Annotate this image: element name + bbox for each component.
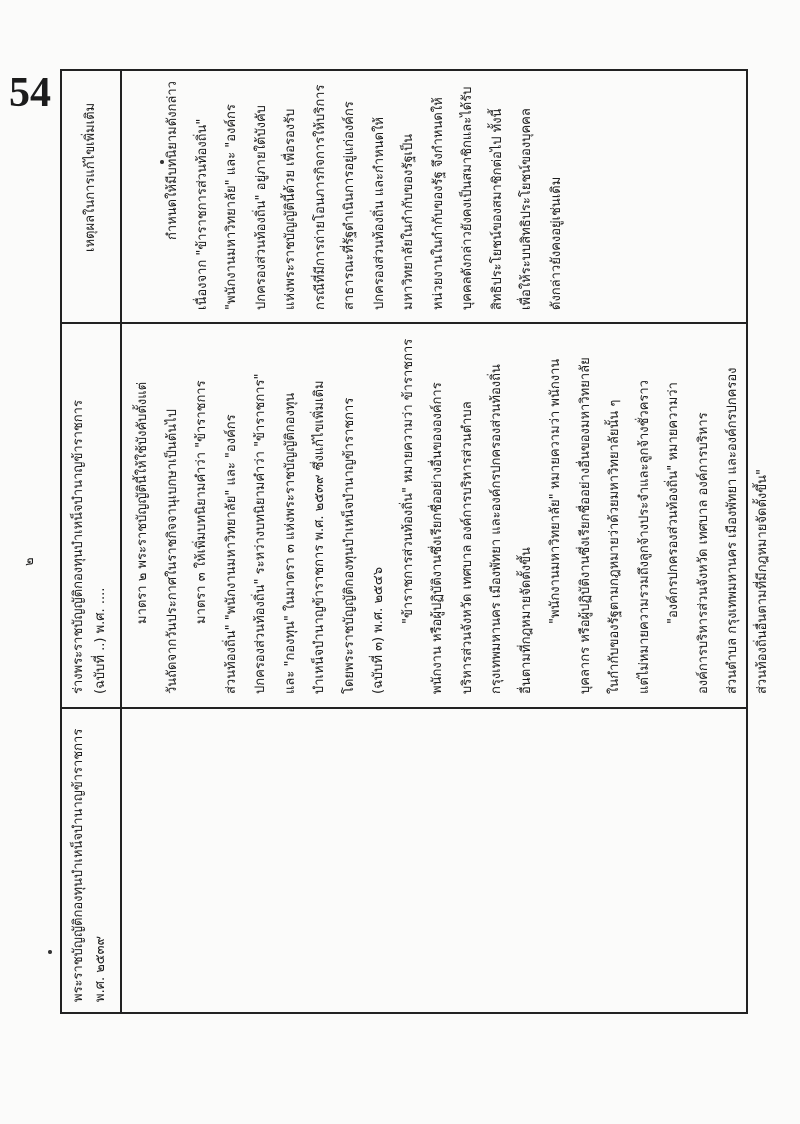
text-line: ปกครองส่วนท้องถิ่น และกำหนดให้ [371, 116, 387, 310]
text-line: ปกครองส่วนท้องถิ่น" อยู่ภายใต้บังคับ [253, 105, 269, 310]
scan-speck [160, 160, 164, 164]
col1-header-line2: พ.ศ. ๒๕๓๙ [93, 935, 108, 1002]
col3-header [80, 103, 102, 252]
text-line: บุคลากร หรือผู้ปฏิบัติงานซึ่งเรียกชื่ออย่างอื่นของมหาวิทยาลัย [577, 357, 593, 694]
text-line: "องค์กรปกครองส่วนท้องถิ่น" หมายความว่า [666, 382, 681, 624]
col1-header [68, 729, 112, 1002]
text-line: บำเหน็จบำนาญข้าราชการ พ.ศ. ๒๕๓๙ ซึ่งแก้ไขเพิ่มเติม [312, 380, 327, 694]
text-line: บุคคลดังกล่าวยังคงเป็นสมาชิกและได้รับ [460, 86, 475, 310]
text-line: สิทธิประโยชน์ของสมาชิกต่อไป ทั้งนี้ [489, 108, 505, 310]
text-line: "พนักงานมหาวิทยาลัย" และ "องค์กร [224, 104, 239, 310]
text-line: สาธารณะที่รัฐดำเนินการอยู่แก่องค์กร [342, 101, 357, 310]
scan-speck [48, 950, 52, 954]
text-line: ส่วนท้องถิ่นอื่นตามที่มีกฎหมายจัดตั้งขึ้น" [754, 468, 770, 694]
col2-header [68, 400, 112, 694]
text-line: อื่นตามที่กฎหมายจัดตั้งขึ้น [518, 547, 534, 694]
text-line: กรณีที่มีการถ่ายโอนภารกิจการให้บริการ [312, 84, 328, 310]
text-line: "พนักงานมหาวิทยาลัย" หมายความว่า พนักงาน [548, 358, 563, 624]
draft-text-column [128, 339, 777, 694]
text-line: มาตรา ๒ พระราชบัญญัตินี้ให้ใช้บังคับตั้งแต่ [135, 381, 150, 624]
col2-header-line2: (ฉบับที่ ..) พ.ศ. .... [93, 587, 108, 694]
text-line: ดังกล่าวยังคงอยู่เช่นเดิม [548, 176, 564, 310]
text-line: แห่งพระราชบัญญัตินี้ด้วย เพื่อรองรับ [283, 108, 298, 310]
text-line: หน่วยงานในกำกับของรัฐ จึงกำหนดให้ [430, 97, 446, 310]
text-line: และ "กองทุน" ในมาตรา ๓ แห่งพระราชบัญญัติกองทุน [282, 392, 298, 694]
text-line: มหาวิทยาลัยในกำกับของรัฐเป็น [401, 133, 416, 310]
text-line: เพื่อให้ระบบสิทธิประโยชน์ของบุคคล [519, 108, 534, 310]
text-line: ปกครองส่วนท้องถิ่น" ระหว่างบทนิยามคำว่า "ข้าราชการ" [253, 373, 268, 694]
text-line: "ข้าราชการส่วนท้องถิ่น" หมายความว่า ข้าราชการ [400, 338, 416, 624]
text-line: ส่วนท้องถิ่น" "พนักงานมหาวิทยาลัย" และ "องค์กร [223, 414, 239, 694]
col1-header-line1: พระราชบัญญัติกองทุนบำเหน็จบำนาญข้าราชการ [71, 728, 86, 1002]
text-line: ในกำกับของรัฐตามกฎหมายว่าด้วยมหาวิทยาลัยนั้น ๆ [607, 399, 622, 694]
text-line: กรุงเทพมหานคร เมืองพัทยา และองค์กรปกครองส่วนท้องถิ่น [489, 364, 504, 694]
text-line: กำหนดให้มีบทนิยามดังกล่าว [165, 81, 180, 240]
page-number: ๒ [22, 557, 37, 566]
text-line: พนักงาน หรือผู้ปฏิบัติงานซึ่งเรียกชื่ออย่างอื่นขององค์การ [430, 382, 445, 694]
text-line: โดยพระราชบัญญัติกองทุนบำเหน็จบำนาญข้าราชการ [341, 397, 357, 694]
text-line: บริหารส่วนจังหวัด เทศบาล องค์การบริหารส่วนตำบล [459, 401, 475, 694]
column-divider-1 [62, 707, 746, 709]
text-line: มาตรา ๓ ให้เพิ่มบทนิยามคำว่า "ข้าราชการ [194, 380, 209, 624]
text-line: (ฉบับที่ ๓) พ.ศ. ๒๕๔๖ [371, 567, 386, 694]
text-line: องค์การบริหารส่วนจังหวัด เทศบาล องค์การบริหาร [695, 412, 711, 694]
column-divider-2 [62, 322, 746, 324]
reason-text-column [158, 81, 571, 310]
col3-header-line1: เหตุผลในการแก้ไขเพิ่มเติม [83, 102, 98, 252]
text-line: วันถัดจากวันประกาศในราชกิจจานุเบกษาเป็นต้นไป [164, 409, 180, 694]
text-line: ส่วนตำบล กรุงเทพมหานคร เมืองพัทยา และองค์กรปกครอง [725, 367, 740, 694]
text-line: แต่ไม่หมายความรวมถึงลูกจ้างประจำและลูกจ้างชั่วคราว [636, 380, 652, 694]
text-line: เนื่องจาก "ข้าราชการส่วนท้องถิ่น" [194, 118, 210, 310]
comparison-table [60, 69, 770, 1014]
handwritten-page-stamp: 54 [9, 70, 51, 116]
col2-header-line1: ร่างพระราชบัญญัติกองทุนบำเหน็จบำนาญข้าราชการ [71, 400, 86, 694]
